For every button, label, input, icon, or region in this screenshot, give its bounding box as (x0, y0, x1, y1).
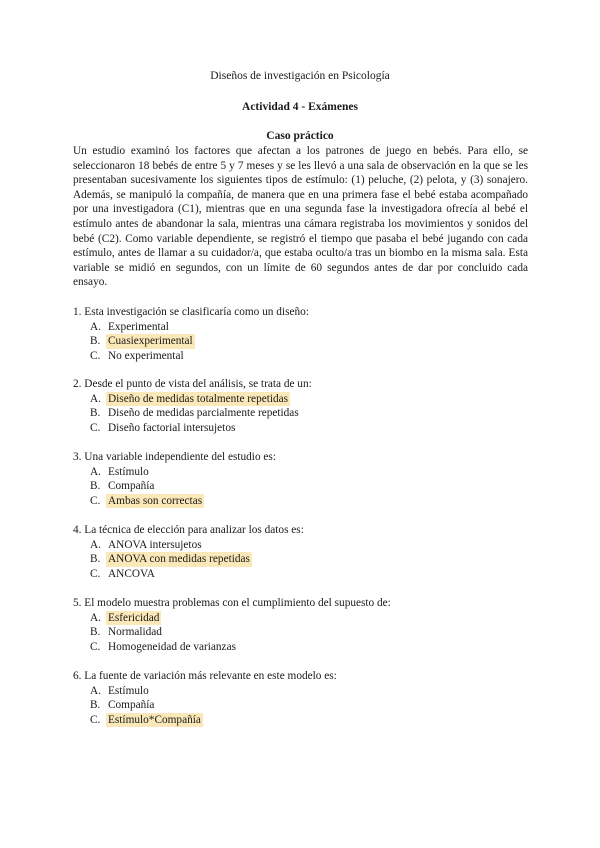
option-c (73, 421, 533, 436)
option-text: Estímulo (108, 465, 149, 478)
option-text: Homogeneidad de varianzas (108, 640, 236, 653)
option-letter: A. (90, 538, 101, 551)
option-list (73, 538, 533, 582)
option-letter: C. (90, 713, 101, 726)
option-text: Cuasiexperimental (108, 335, 193, 348)
option-letter: A. (90, 684, 101, 697)
question-2 (73, 377, 533, 435)
question-text: 4. La técnica de elección para analizar los datos es: (73, 524, 304, 536)
question-4 (73, 523, 533, 581)
option-text: Diseño de medidas totalmente repetidas (108, 392, 289, 405)
option-b (73, 698, 533, 713)
option-letter: A. (90, 611, 101, 624)
option-list (73, 392, 533, 436)
question-text: 2. Desde el punto de vista del análisis, se trata de un: (73, 378, 312, 390)
option-text: Normalidad (108, 626, 162, 639)
option-letter: B. (90, 335, 101, 348)
option-letter: B. (90, 553, 101, 566)
question-3 (73, 450, 533, 508)
option-list (73, 611, 533, 655)
option-letter: C. (90, 640, 101, 653)
option-text: Estímulo*Compañía (108, 713, 201, 726)
question-text: 6. La fuente de variación más relevante en este modelo es: (73, 670, 337, 682)
option-c (73, 349, 533, 364)
option-c (73, 640, 533, 655)
option-letter: B. (90, 626, 101, 639)
option-b (73, 625, 533, 640)
option-c (73, 713, 533, 728)
option-letter: C. (90, 567, 101, 580)
question-5 (73, 596, 533, 654)
question-text: 1. Esta investigación se clasificaría como un diseño: (73, 306, 309, 318)
option-list (73, 684, 533, 728)
question-text: 3. Una variable independiente del estudio es: (73, 451, 276, 463)
option-letter: C. (90, 421, 101, 434)
option-c (73, 567, 533, 582)
option-letter: A. (90, 320, 101, 333)
option-text: ANCOVA (108, 567, 155, 580)
option-text: Estímulo (108, 684, 149, 697)
option-c (73, 494, 533, 509)
question-text: 5. El modelo muestra problemas con el cumplimiento del supuesto de: (73, 597, 391, 609)
option-b (73, 552, 533, 567)
option-text: ANOVA intersujetos (108, 538, 202, 551)
option-b (73, 406, 533, 421)
option-a (73, 538, 533, 553)
option-letter: A. (90, 392, 101, 405)
option-letter: C. (90, 349, 101, 362)
option-letter: B. (90, 699, 101, 712)
option-letter: C. (90, 494, 101, 507)
case-description: Un estudio examinó los factores que afectan a los patrones de juego en bebés. Para ello, se seleccionaron 18 bebés de entre 5 y 7 meses y se les llevó a una sala de observación en la que se les presentaban sucesivamente los siguientes tipos de estímulo: (1) peluche, (2) pelota, y (3) sonajero. Además, se manipuló la compañía, de manera que en una primera fase el bebé estaba acompañado por una investigadora (C1), mientras que en una segunda fase la investigadora ofrecía al bebé el estímulo antes de abandonar la sala, mientras una cámara registraba los movimientos y sonidos del bebé (C2). Como variable dependiente, se registró el tiempo que pasaba el bebé jugando con cada estímulo, antes de llamar a su cuidador/a, que estaba oculto/a tras un biombo en la misma sala. Esta variable se midió en segundos, con un límite de 60 segundos antes de dar por concluido cada ensayo. (73, 145, 528, 289)
option-b (73, 334, 533, 349)
option-a (73, 684, 533, 699)
option-letter: A. (90, 465, 101, 478)
course-title: Diseños de investigación en Psicología (210, 70, 390, 82)
option-text: Experimental (108, 320, 169, 333)
case-heading: Caso práctico (266, 130, 334, 142)
option-a (73, 392, 533, 407)
question-6 (73, 669, 533, 727)
option-a (73, 465, 533, 480)
option-letter: B. (90, 407, 101, 420)
option-letter: B. (90, 480, 101, 493)
activity-title: Actividad 4 - Exámenes (242, 101, 358, 113)
option-a (73, 320, 533, 335)
option-text: No experimental (108, 349, 184, 362)
option-text: Esfericidad (108, 611, 160, 624)
option-list (73, 320, 533, 364)
question-1 (73, 305, 533, 363)
option-text: Diseño factorial intersujetos (108, 421, 236, 434)
option-list (73, 465, 533, 509)
option-text: Compañía (108, 480, 155, 493)
option-text: Compañía (108, 699, 155, 712)
option-b (73, 479, 533, 494)
option-text: Diseño de medidas parcialmente repetidas (108, 407, 299, 420)
option-text: Ambas son correctas (108, 494, 203, 507)
option-text: ANOVA con medidas repetidas (108, 553, 250, 566)
option-a (73, 611, 533, 626)
